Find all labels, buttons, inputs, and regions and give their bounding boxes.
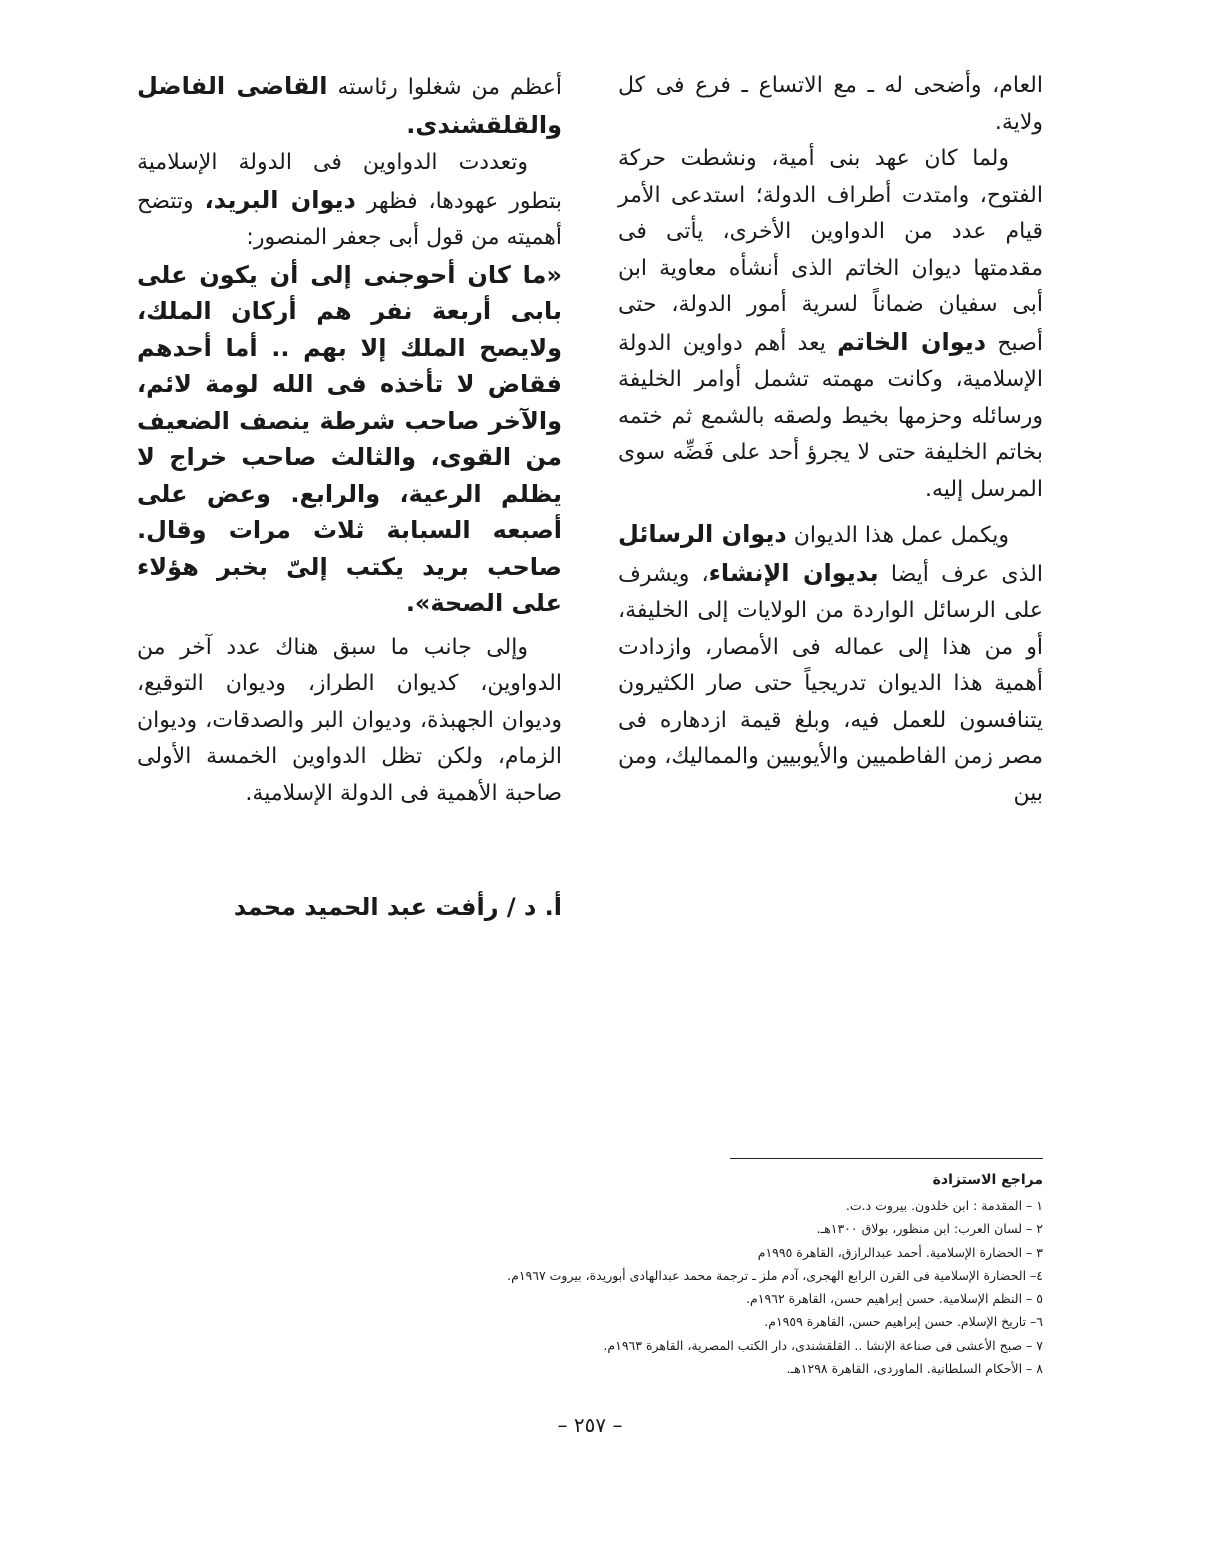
left-p2-text-b: وتتضح أهميته من قول أبى جعفر المنصور: [137,188,562,250]
author-signature: أ. د / رأفت عبد الحميد محمد [233,893,562,921]
right-paragraph-1: العام، وأضحى له ـ مع الاتساع ـ فرع فى كل ولاية. [618,73,1043,135]
right-p2-text-b: يعد أهم دواوين الدولة الإسلامية، وكانت مهمته تشمل أوامر الخليفة ورسائله وحزمها بخيط ولصقه بالشمع ثم ختمه بخاتم الخليفة حتى لا يجرؤ أحد على فَضِّه سوى المرسل إليه. [618,330,1043,502]
reference-item: ٨ – الأحكام السلطانية. الماوردى، القاهرة ١٢٩٨هـ. [786,1361,1043,1377]
right-paragraph-2 [618,141,1043,508]
reference-item: ٦– تاريخ الإسلام. حسن إبراهيم حسن، القاهرة ١٩٥٩م. [764,1314,1043,1330]
reference-item: ٤– الحضارة الإسلامية فى القرن الرابع الهجرى، آدم ملز ـ ترجمة محمد عبدالهادى أبوريدة، بيروت ١٩٦٧م. [507,1267,1043,1283]
right-p2-text-a: ولما كان عهد بنى أمية، ونشطت حركة الفتوح، وامتدت أطراف الدولة؛ استدعى الأمر قيام عدد من الدواوين الأخرى، يأتى فى مقدمتها ديوان الخاتم الذى أنشأه معاوية ابن أبى سفيان ضماناً لسرية أمور الدولة، حتى أصبح [618,146,1043,356]
right-column [618,68,1043,812]
references-divider [730,1158,1043,1159]
reference-item: ٢ – لسان العرب: ابن منظور، بولاق ١٣٠٠هـ. [816,1221,1043,1237]
left-p1-bold: القاضى الفاضل والقلقشندى. [137,72,562,139]
right-p3-text-b: الذى عرف أيضا [890,561,1043,587]
reference-item: ٧ – صبح الأعشى فى صناعة الإنشا .. القلقشندى، دار الكتب المصرية، القاهرة ١٩٦٣م. [603,1337,1043,1353]
right-p2-bold: ديوان الخاتم [837,327,987,356]
page-number: – ٢٥٧ – [557,1413,623,1437]
reference-item: ٥ – النظم الإسلامية. حسن إبراهيم حسن، القاهرة ١٩٦٢م. [746,1291,1043,1307]
mansur-quote: «ما كان أحوجنى إلى أن يكون على بابى أربعة نفر هم أركان الملك، ولايصح الملك إلا بهم .. أما أحدهم فقاض لا تأخذه فى الله لومة لائم، والآخر صاحب شرطة ينصف الضعيف من القوى، والثالث صاحب خراج لا يظلم الرعية، والرابع. وعض على أصبعه السبابة ثلاث مرات وقال. صاحب بريد يكتب إلىّ بخبر هؤلاء على الصحة». [137,260,562,617]
reference-item: ١ – المقدمة : ابن خلدون. بيروت د.ت. [845,1198,1043,1213]
right-p3-bold-1: ديوان الرسائل [618,520,787,548]
left-p1-text: أعظم من شغلوا رئاسته [337,75,562,100]
references-section [330,1168,1043,1380]
references-title: مراجع الاستزادة [932,1172,1043,1188]
left-paragraph-3: وإلى جانب ما سبق هناك عدد آخر من الدواوين، كديوان الطراز، وديوان التوقيع، وديوان الجهبذة، وديوان البر والصدقات، وديوان الزمام، ولكن تظل الدواوين الخمسة الأولى صاحبة الأهمية فى الدولة الإسلامية. [137,634,562,806]
right-p3-text-a: ويكمل عمل هذا الديوان [793,523,1009,548]
right-paragraph-3 [618,516,1043,812]
right-p3-bold-2: بديوان الإنشاء [708,558,879,587]
left-column [137,68,562,812]
left-paragraph-2 [137,145,562,257]
left-paragraph-1 [137,68,562,145]
reference-item: ٣ – الحضارة الإسلامية. أحمد عبدالرازق، القاهرة ١٩٩٥م [757,1244,1043,1260]
right-p3-text-c: ، ويشرف على الرسائل الواردة من الولايات إلى الخليفة، أو من هذا إلى عماله فى الأمصار، وازدادت أهمية هذا الديوان تدريجياً حتى صار الكثيرون يتنافسون للعمل فيه، وبلغ قيمة ازدهاره فى مصر زمن الفاطميين والأيوبيين والمماليك، ومن بين [618,561,1043,806]
left-p2-text-a: وتعددت الدواوين فى الدولة الإسلامية بتطور عهودها، فظهر [137,150,562,214]
left-p2-bold: ديوان البريد، [204,185,356,214]
